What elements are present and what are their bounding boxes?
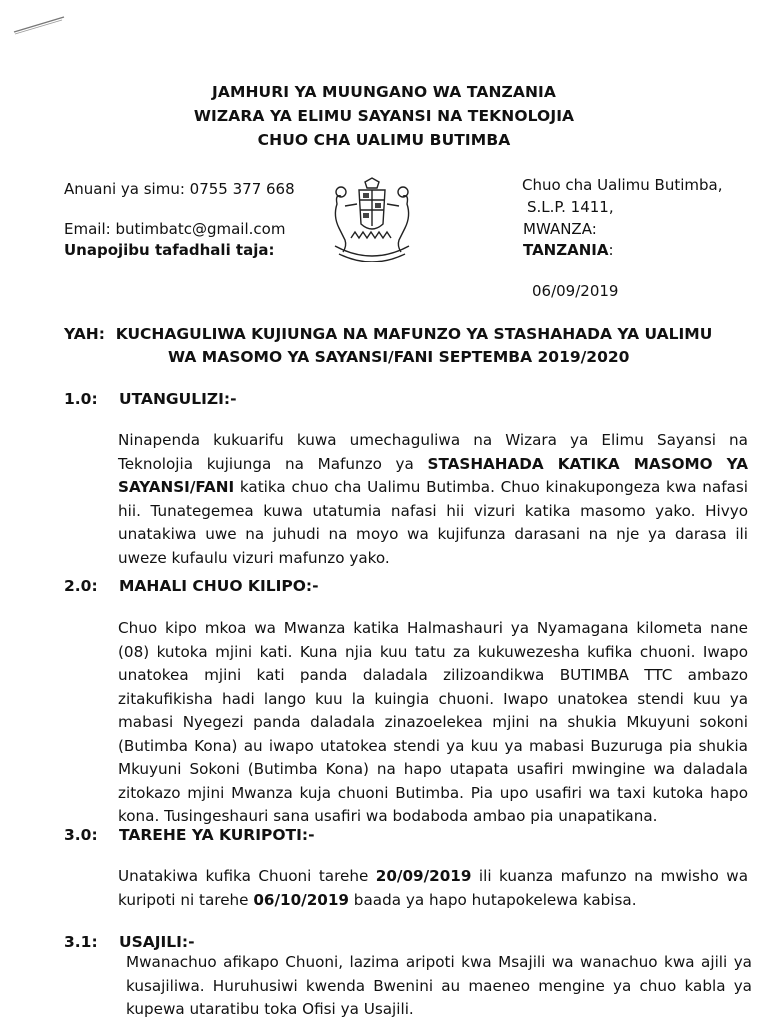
intro-program-name: STASHAHADA KATIKA MASOMO YA SAYANSI/FANI	[118, 454, 748, 496]
reporting-deadline-date: 06/10/2019	[253, 890, 349, 909]
section-title: UTANGULIZI:-	[119, 390, 237, 408]
reporting-text-b: ili kuanza mafunzo na mwisho wa kuripoti ni tarehe	[118, 867, 748, 909]
address-line-2: S.L.P. 1411,	[527, 198, 614, 216]
section-number: 1.0:	[64, 390, 98, 408]
subject-line	[64, 323, 712, 369]
section-title: MAHALI CHUO KILIPO:-	[119, 577, 319, 595]
section-heading-location	[64, 577, 319, 595]
registration-text: Mwanachuo afikapo Chuoni, lazima aripoti kwa Msajili wa wanachuo kwa ajili ya kusajiliwa. Huruhusiwi kwenda Bwenini au maeneo mengine ya chuo kabla ya kupewa utaratibu toka Ofisi ya Usajili.	[126, 953, 752, 1018]
section-body-introduction	[118, 429, 748, 570]
contact-phone: Anuani ya simu: 0755 377 668	[64, 180, 295, 198]
contact-email: Email: butimbatc@gmail.com	[64, 220, 286, 238]
coat-of-arms-icon	[325, 176, 419, 262]
section-number: 3.1:	[64, 933, 98, 951]
section-heading-introduction	[64, 390, 237, 408]
letter-date: 06/09/2019	[532, 282, 619, 300]
header-ministry: WIZARA YA ELIMU SAYANSI NA TEKNOLOJIA	[193, 107, 575, 125]
header-republic: JAMHURI YA MUUNGANO WA TANZANIA	[211, 83, 556, 101]
location-text: Chuo kipo mkoa wa Mwanza katika Halmashauri ya Nyamagana kilometa nane (08) kutoka mjini kati. Kuna njia kuu tatu za kukuwezesha kufika chuoni. Iwapo unatokea mjini kati panda daladala zilizoandikwa BUTIMBA TTC ambazo zitakufikisha hadi lango kuu la kuingia chuoni. Iwapo unatokea stendi kuu ya mabasi Nyegezi panda daladala zinazoelekea mjini na shukia Mkuyuni sokoni (Butimba Kona) au iwapo utatokea stendi ya kuu ya mabasi Buzuruga pia shukia Mkuyuni Sokoni (Butimba Kona) na hapo utapata usafiri mwingine wa daladala zitokazo mjini Mwanza kuja chuoni Butimba. Pia upo usafiri wa taxi kutoka hapo kona. Tusingeshauri sana usafiri wa bodaboda ambao pia unapatikana.	[118, 619, 748, 825]
address-line-4	[523, 241, 614, 259]
subject-line-2: WA MASOMO YA SAYANSI/FANI SEPTEMBA 2019/2020	[168, 348, 630, 366]
section-body-registration	[126, 951, 752, 1022]
section-title: TAREHE YA KURIPOTI:-	[119, 826, 315, 844]
section-heading-registration	[64, 933, 195, 951]
pen-stroke-mark	[12, 14, 68, 36]
subject-prefix: YAH:	[64, 325, 105, 343]
address-country: TANZANIA	[523, 241, 609, 259]
intro-text-b: katika chuo cha Ualimu Butimba. Chuo kinakupongeza kwa nafasi hii. Tunategemea kuwa utatumia nafasi hii vizuri katika masomo yako. Hivyo unatakiwa uwe na juhudi na moyo wa kujifunza darasani na nje ya darasa ili uweze kufaulu vizuri mafunzo yako.	[118, 478, 748, 567]
address-line-3: MWANZA:	[523, 220, 597, 238]
section-body-location	[118, 617, 748, 829]
reporting-start-date: 20/09/2019	[375, 867, 472, 885]
intro-text-a: Ninapenda kukuarifu kuwa umechaguliwa na Wizara ya Elimu Sayansi na Teknolojia kujiunga na Mafunzo ya	[118, 431, 748, 473]
section-heading-reporting-date	[64, 826, 315, 844]
address-line-1: Chuo cha Ualimu Butimba,	[522, 176, 723, 194]
address-country-colon: :	[608, 241, 614, 259]
header-college: CHUO CHA UALIMU BUTIMBA	[257, 131, 511, 149]
section-body-reporting-date	[118, 865, 748, 912]
reply-reference: Unapojibu tafadhali taja:	[64, 241, 275, 259]
reporting-text-c: baada ya hapo hutapokelewa kabisa.	[348, 890, 637, 909]
section-number: 3.0:	[64, 826, 98, 844]
section-number: 2.0:	[64, 577, 98, 595]
subject-line-1: KUCHAGULIWA KUJIUNGA NA MAFUNZO YA STASHAHADA YA UALIMU	[115, 325, 713, 343]
reporting-text-a: Unatakiwa kufika Chuoni tarehe	[118, 867, 376, 885]
section-title: USAJILI:-	[119, 933, 195, 951]
